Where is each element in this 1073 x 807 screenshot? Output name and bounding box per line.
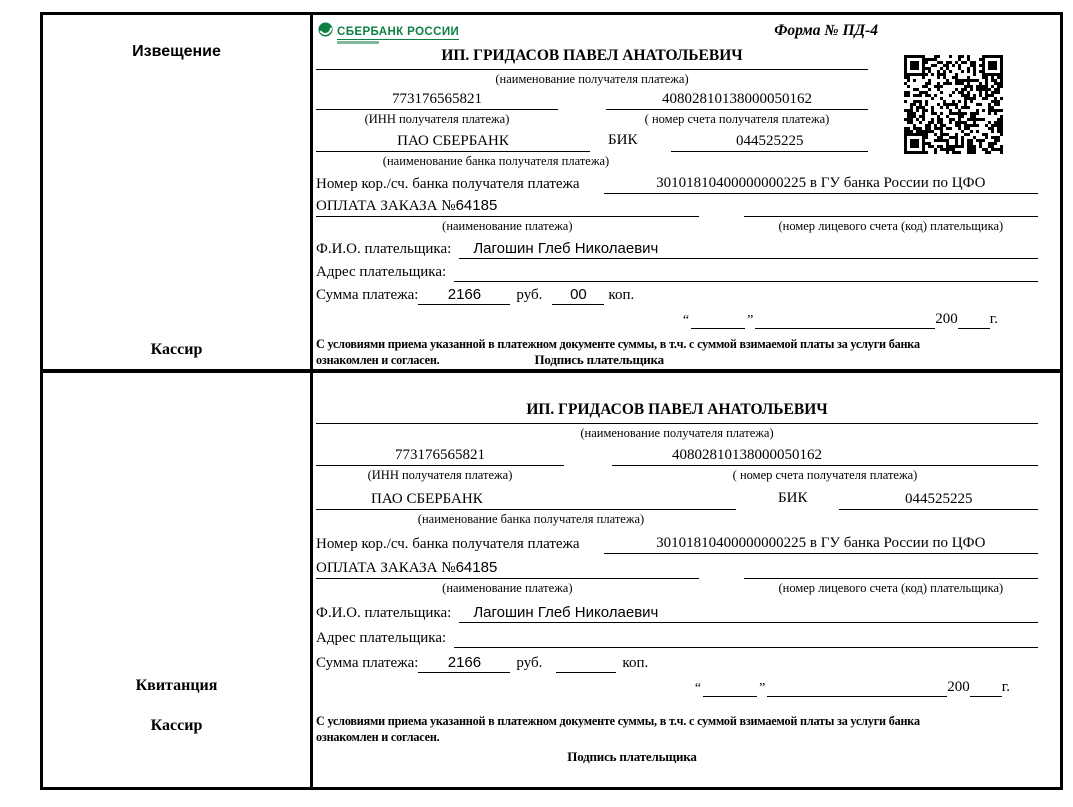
signature-label: Подпись плательщика	[567, 749, 697, 764]
payment-name-caption: (наименование платежа)	[442, 581, 573, 595]
receipt-cashier-label: Кассир	[150, 717, 203, 734]
bik-label: БИК	[778, 490, 808, 506]
notice-form-header	[316, 19, 1038, 47]
payer-address-label: Адрес плательщика:	[316, 264, 447, 280]
payee-caption: (наименование получателя платежа)	[580, 426, 774, 440]
open-quote: “	[682, 313, 690, 328]
notice-title: Извещение	[132, 43, 221, 60]
corr-account-label: Номер кор./сч. банка получателя платежа	[316, 176, 580, 192]
payer-name-value: Лагошин Глеб Николаевич	[473, 240, 659, 257]
inn-caption: (ИНН получателя платежа)	[364, 112, 510, 126]
date-month-line	[767, 696, 947, 697]
agreement-line2: ознакомлен и согласен.	[316, 730, 440, 744]
date-month-line	[755, 328, 935, 329]
personal-account-caption: (номер лицевого счета (код) плательщика)	[778, 581, 1004, 595]
date-year-line	[958, 328, 990, 329]
account-value: 40802810138000050162	[672, 447, 822, 463]
account-caption: ( номер счета получателя платежа)	[644, 112, 830, 126]
payee-name: ИП. ГРИДАСОВ ПАВЕЛ АНАТОЛЬЕВИЧ	[316, 47, 868, 70]
form-number-label: Форма № ПД-4	[774, 22, 878, 39]
bank-name-caption: (наименование банка получателя платежа)	[382, 154, 610, 168]
sberbank-logo-tagline	[337, 41, 379, 44]
payer-name-label: Ф.И.О. плательщика:	[316, 605, 452, 621]
year-prefix: 200	[947, 679, 970, 695]
corr-account-value: 30101810400000000225 в ГУ банка России по ЦФО	[656, 175, 986, 191]
payer-name-value: Лагошин Глеб Николаевич	[473, 604, 659, 621]
rub-label: руб.	[516, 655, 543, 671]
payer-address-label: Адрес плательщика:	[316, 630, 447, 646]
sberbank-logo-icon	[318, 22, 333, 42]
kop-label: коп.	[622, 655, 649, 671]
date-line	[316, 673, 1010, 697]
signature-label: Подпись плательщика	[534, 352, 664, 367]
notice-section	[43, 15, 1060, 373]
notice-stub-column	[43, 15, 313, 369]
receipt-title: Квитанция	[135, 677, 218, 694]
payee-caption: (наименование получателя платежа)	[495, 72, 689, 86]
account-caption: ( номер счета получателя платежа)	[732, 468, 918, 482]
agreement-line1: С условиями приема указанной в платежном документе суммы, в т.ч. с суммой взимаемой платы за услуги банка	[316, 714, 920, 728]
date-year-line	[970, 696, 1002, 697]
qr-code	[904, 55, 1003, 154]
inn-value: 773176565821	[392, 91, 482, 107]
sum-kop-value: 00	[570, 286, 587, 303]
sberbank-logo-text: СБЕРБАНК РОССИИ	[337, 26, 460, 38]
payee-name: ИП. ГРИДАСОВ ПАВЕЛ АНАТОЛЬЕВИЧ	[316, 401, 1038, 424]
close-quote: ”	[747, 313, 754, 328]
inn-caption: (ИНН получателя платежа)	[367, 468, 513, 482]
payer-name-label: Ф.И.О. плательщика:	[316, 241, 452, 257]
sberbank-logo	[318, 22, 459, 44]
date-day-line	[703, 696, 757, 697]
notice-cashier-label: Кассир	[150, 341, 203, 358]
receipt-stub-column	[43, 373, 313, 787]
receipt-form	[313, 373, 1060, 787]
payment-name: ОПЛАТА ЗАКАЗА №64185	[316, 197, 498, 214]
order-number: 64185	[455, 559, 498, 576]
payment-name-caption: (наименование платежа)	[442, 219, 573, 233]
bank-name-value: ПАО СБЕРБАНК	[397, 133, 509, 149]
personal-account-caption: (номер лицевого счета (код) плательщика)	[778, 219, 1004, 233]
sum-label: Сумма платежа:	[316, 287, 419, 303]
payment-name: ОПЛАТА ЗАКАЗА №64185	[316, 559, 498, 576]
corr-account-value: 30101810400000000225 в ГУ банка России по ЦФО	[656, 535, 986, 551]
order-number: 64185	[455, 197, 498, 214]
inn-value: 773176565821	[395, 447, 485, 463]
corr-account-label: Номер кор./сч. банка получателя платежа	[316, 536, 580, 552]
payment-form-document	[40, 12, 1063, 790]
receipt-section	[43, 373, 1060, 787]
date-line	[316, 305, 998, 329]
kop-label: коп.	[608, 287, 635, 303]
year-suffix: г.	[989, 311, 998, 327]
rub-label: руб.	[516, 287, 543, 303]
agreement-text	[316, 336, 1006, 368]
sum-rub-value: 2166	[447, 286, 482, 303]
date-day-line	[691, 328, 745, 329]
notice-form	[313, 15, 1060, 369]
close-quote: ”	[759, 681, 766, 696]
account-value: 40802810138000050162	[662, 91, 812, 107]
agreement-line2: ознакомлен и согласен.	[316, 353, 440, 367]
sum-label: Сумма платежа:	[316, 655, 419, 671]
bik-value: 044525225	[735, 133, 804, 149]
bik-value: 044525225	[904, 491, 973, 507]
bik-label: БИК	[608, 132, 638, 148]
agreement-line1: С условиями приема указанной в платежном документе суммы, в т.ч. с суммой взимаемой платы за услуги банка	[316, 337, 920, 351]
bank-name-caption: (наименование банка получателя платежа)	[417, 512, 645, 526]
year-suffix: г.	[1001, 679, 1010, 695]
sum-rub-value: 2166	[447, 654, 482, 671]
open-quote: “	[694, 681, 702, 696]
bank-name-value: ПАО СБЕРБАНК	[371, 491, 483, 507]
agreement-text	[316, 713, 1006, 745]
year-prefix: 200	[935, 311, 958, 327]
